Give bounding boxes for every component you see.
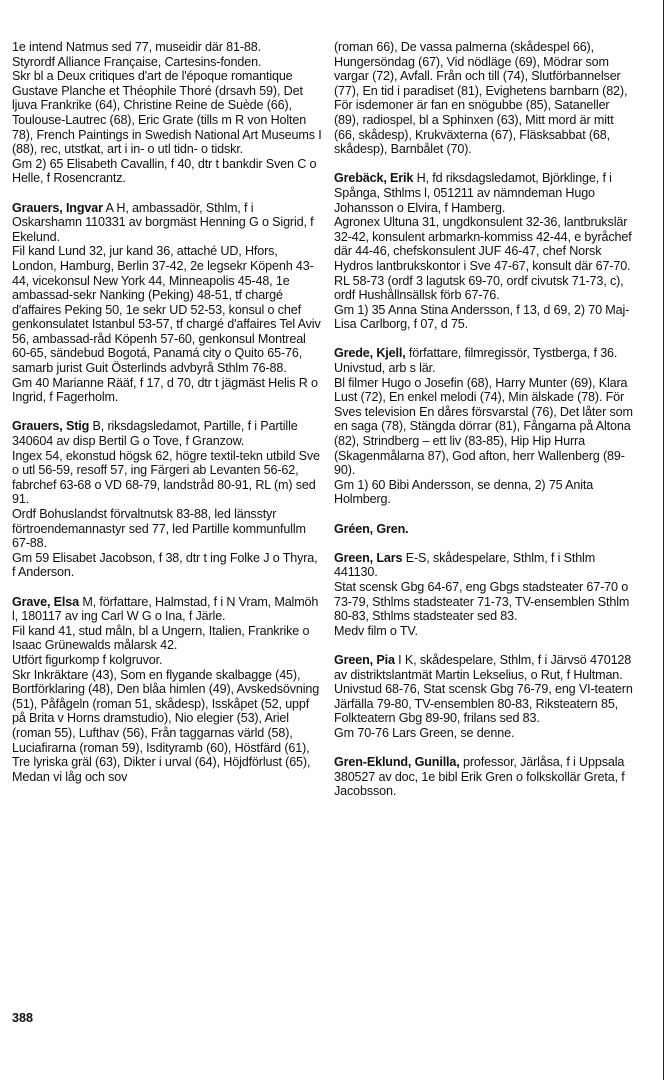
entry-paragraph: Univstud 68-76, Stat scensk Gbg 76-79, eng VI-teatern Järfälla 79-80, TV-ensemblen 80-83, Riksteatern 85, Folkteatern Gbg 89-90, frilans sed 83. [334,682,633,726]
page-number: 388 [12,1011,34,1025]
entry-paragraph: (roman 66), De vassa palmerna (skådespel 66), Hungersöndag (67), Vid nödläge (69), Mödrar som vargar (72), Avfall. Från och till (74), Slutförbannelser (77), En tid i paradiset (81), Evighetens barnbarn (82), För isdemoner är fan en snögubbe (85), Sataneller (89), radiospel, bl a Sphinxen (63), Mitt mord är mitt (66, skådesp), Krukväxterna (67), Fläsksabbat (68, skådesp), Barnbålet (70). [334,40,628,157]
entry-headword: Gréen, Gren. [334,521,409,536]
entry-paragraph: Univstud, arb s lär. [334,361,436,376]
entry-headword: Grauers, Stig [12,419,90,434]
biography-entry [12,595,322,785]
entry-paragraph: Gm 70-76 Lars Green, se denne. [334,725,515,740]
entry-headword: Grebäck, Erik [334,171,414,186]
entry-paragraph: Stat scensk Gbg 64-67, eng Gbgs stadsteater 67-70 o 73-79, Sthlms stadsteater 71-73, TV-ensemblen Sthlm 80-83, Sthlms stadsteater sed 83. [334,579,630,624]
entry-paragraph: Fil kand Lund 32, jur kand 36, attaché UD, Hfors, London, Hamburg, Berlin 37-42, 2e legsekr Köpenh 43-44, vicekonsul New York 44, Minneapolis 45-48, 1e ambassad-sekr Nanking (Peking) 48-51, tf chargé d'affaires Peking 50, 1e sekr UD 52-53, konsul o chef genkonsulatet Istanbul 53-57, tf chargé d'affaires Tel Aviv 56, ambassad-råd Köpenh 57-60, genkonsul Montreal 60-65, sändebud Bogotá, Panamá city o Quito 65-76, samarb jurist Guit Österlinds advbyrå Sthlm 76-88. [12,244,321,376]
entry-paragraph: Medv film o TV. [334,623,418,638]
entry-headword: Grave, Elsa [12,594,79,609]
entry-paragraph: Bl filmer Hugo o Josefin (68), Harry Munter (69), Klara Lust (72), En enkel melodi (74), Min älskade (78). För Sves television En dåres försvarstal (76), Det låter som en saga (78), Stängda dörrar (81), Fångarna på Altona (82), Strindberg – ett liv (83-85), Hip Hip Hurra (Skagenmålarna 87), God afton, herr Wallenberg (89-90). [334,375,633,478]
entry-intro: H, fd riksdagsledamot, Björklinge, f i Spånga, Sthlms l, 051211 av nämndeman Hugo Johansson o Elvira, f Hamberg. [334,171,612,215]
entry-first-paragraph [334,653,634,682]
entry-first-paragraph [334,171,634,215]
entry-headword: Green, Lars [334,550,403,565]
biography-entry [334,755,634,799]
entry-headword: Gren-Eklund, Gunilla, [334,755,460,770]
biography-entry [334,551,634,639]
entry-first-paragraph [334,551,634,580]
entry-paragraph: Styrordf Alliance Française, Cartesins-fonden. [12,54,262,69]
entry-paragraph: Gm 59 Elisabet Jacobson, f 38, dtr t ing Folke J o Thyra, f Anderson. [12,550,318,580]
entry-headword: Green, Pia [334,652,395,667]
entry-paragraph: Skr bl a Deux critiques d'art de l'époque romantique Gustave Planche et Théophile Thoré (drsavh 59), Det ljuva Frankrike (64), Christine Reine de Suède (66), Toulouse-Lautrec (68), Eric Grate (tills m R von Holten 78), French Paintings in Swedish National Art Museums I (88), rec, utstkat, art i in- o utl tidn- o tidskr. [12,69,322,157]
entry-headword: Grede, Kjell, [334,346,406,361]
entry-first-paragraph [334,346,634,361]
entry-paragraph: Fil kand 41, stud måln, bl a Ungern, Italien, Frankrike o Isaac Grünewalds målarsk 42. [12,623,310,653]
biography-entry [334,40,634,157]
entry-first-paragraph [334,755,634,799]
entry-intro: B, riksdagsledamot, Partille, f i Partille 340604 av disp Bertil G o Tove, f Granzow. [12,419,298,449]
entry-intro: I K, skådespelare, Sthlm, f i Järvsö 470128 av distriktslantmät Martin Lekselius, o Rut, f Hultman. [334,652,632,682]
entry-paragraph: Ingex 54, ekonstud högsk 62, högre textil-tekn utbild Sve o utl 56-59, resoff 57, ing Färgeri ab Levanten 56-62, fabrchef 63-68 o VD 68-79, landstråd 80-91, RL (m) sed 91. [12,448,320,507]
entry-intro: M, författare, Halmstad, f i N Vram, Malmöh l, 180117 av ing Carl W G o Ina, f Järle. [12,594,319,624]
entry-paragraph: Ordf Bohuslandst förvaltnutsk 83-88, led länsstyr förtroendemannastyr sed 77, led Partille kommunfullm 67-88. [12,507,306,551]
entry-first-paragraph [12,419,322,448]
entry-paragraph: Gm 2) 65 Elisabeth Cavallin, f 40, dtr t bankdir Sven C o Helle, f Rosencrantz. [12,156,317,186]
entry-paragraph: Skr Inkräktare (43), Som en flygande skalbagge (45), Bortförklaring (48), Den blåa himlen (49), Avskedsövning (51), Påfågeln (roman 51, skådesp), Isskåpet (52, uppf på Brita v Horns dramstudio), Nio elegier (53), Ariel (roman 55), Lufthav (56), Från taggarnas värld (58), Luciafirarna (roman 59), Isdityramb (60), Höstfärd (61), Tre lyriska gräl (63), Dikter i urval (64), Höjdförlust (65), Medan vi låg och sov [12,667,320,784]
biography-entry [334,171,634,332]
entry-paragraph: Gm 40 Marianne Rääf, f 17, d 70, dtr t jägmäst Helis R o Ingrid, f Fagerholm. [12,375,318,405]
entry-paragraph: Gm 1) 60 Bibi Andersson, se denna, 2) 75 Anita Holmberg. [334,477,594,507]
entry-intro: E-S, skådespelare, Sthlm, f i Sthlm 441130. [334,550,596,580]
entry-headword: Grauers, Ingvar [12,200,103,215]
entry-intro: professor, Järlåsa, f i Uppsala 380527 av doc, 1e bibl Erik Gren o folkskollär Greta, f Jacobsson. [334,755,625,799]
entry-paragraph: Utfört figurkomp f kolgruvor. [12,652,163,667]
entry-intro: A H, ambassadör, Sthlm, f i Oskarshamn 110331 av borgmäst Henning G o Sigrid, f Ekelund. [12,200,314,244]
entry-paragraph: Gm 1) 35 Anna Stina Andersson, f 13, d 69, 2) 70 Maj-Lisa Carlborg, f 07, d 75. [334,302,630,332]
biography-entry [334,653,634,741]
biography-entry [12,40,322,186]
entry-intro: författare, filmregissör, Tystberga, f 36. [408,346,618,361]
biography-entry [12,201,322,405]
page-edge-rule [663,0,664,1080]
biography-entry [12,419,322,580]
biography-entry [334,346,634,507]
left-column [12,40,322,799]
biography-entry [334,522,634,537]
entry-paragraph: Agronex Ultuna 31, ungdkonsulent 32-36, lantbrukslär 32-42, konsulent arbmarkn-kommiss 42-44, e byråchef där 44-46, chefskonsulent JUF 46-47, chef Norsk Hydros lantbrukskontor i Sve 47-67, konsult där 67-70. [334,215,632,273]
entry-first-paragraph [12,201,322,245]
right-column [334,40,634,813]
entry-first-paragraph [12,595,322,624]
entry-paragraph: 1e intend Natmus sed 77, museidir där 81-88. [12,40,261,54]
entry-first-paragraph [334,522,634,537]
entry-paragraph: RL 58-73 (ordf 3 lagutsk 69-70, ordf civutsk 71-73, c), ordf Hushållnsällsk förb 67-76. [334,273,624,303]
